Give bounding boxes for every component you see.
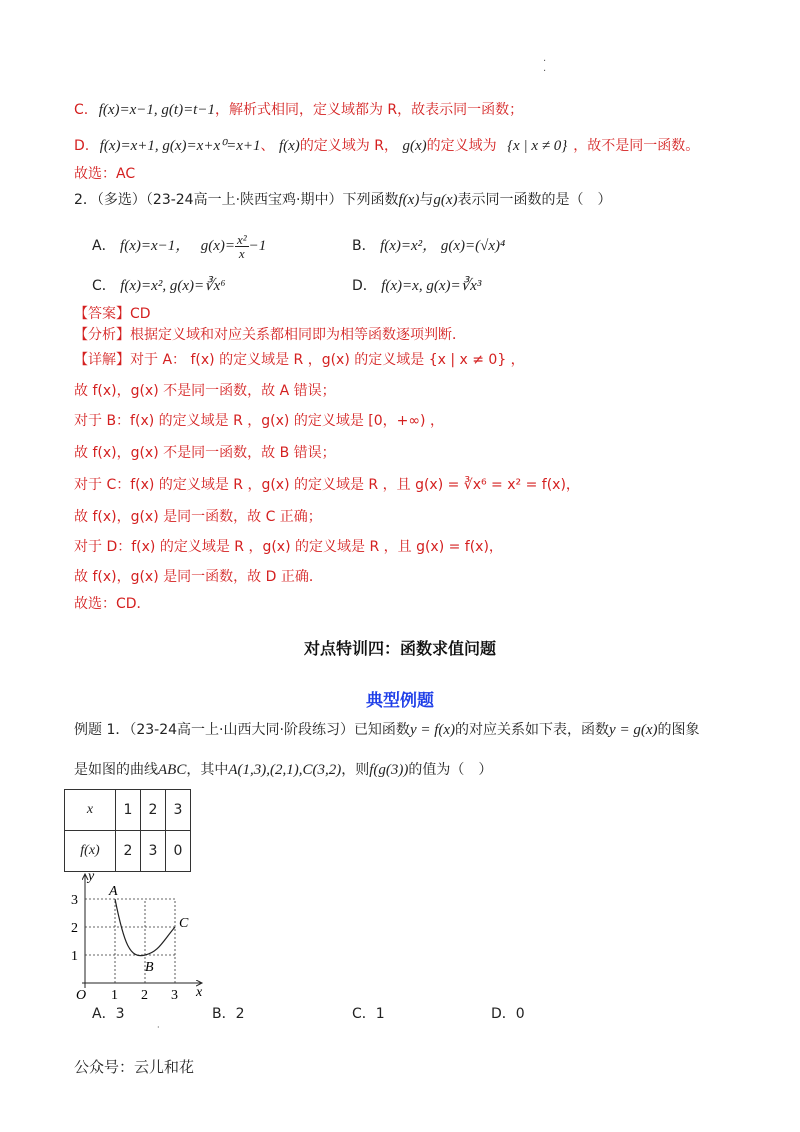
example-option-d[interactable]: D．0 <box>491 1006 525 1022</box>
option-b[interactable] <box>352 236 505 256</box>
detail-line: 故 f(x)，g(x) 是同一函数，故 C 正确； <box>74 509 322 525</box>
footer-text: 公众号：云儿和花 <box>74 1058 195 1076</box>
example-1-line-2 <box>74 760 492 780</box>
point-label-c: C <box>179 916 189 931</box>
question-2-stem <box>74 190 611 210</box>
detail-line: 故选：CD． <box>74 596 151 612</box>
origin-label: O <box>76 988 87 1003</box>
example-option-c[interactable]: C．1 <box>352 1006 385 1022</box>
option-label: D. <box>74 138 90 154</box>
x-tick-label: 3 <box>171 988 178 1003</box>
detail-line: 对于 B：f(x) 的定义域是 R ，g(x) 的定义域是 [0，+∞) ， <box>74 413 444 429</box>
math-expression: f(x)=x, g(x)=∛x³ <box>381 278 482 294</box>
x-tick-label: 2 <box>141 988 148 1003</box>
math-expression: A(1,3),(2,1),C(3,2) <box>228 762 342 778</box>
subsection-title: 典型例题 <box>366 691 434 711</box>
decorative-dot: · <box>157 1023 160 1032</box>
function-table <box>64 789 191 872</box>
text: 的对应关系如下表，函数 <box>455 722 610 738</box>
option-label: D． <box>352 278 377 294</box>
fraction-numerator: x² <box>236 231 247 247</box>
option-label: C. <box>74 102 89 118</box>
math-expression: f(x)=x+1, g(x)=x+x⁰=x+1 <box>99 138 261 154</box>
fraction-denominator: x <box>238 245 245 261</box>
analysis-text: 根据定义域和对应关系都相同即为相等函数逐项判断． <box>130 327 466 343</box>
y-tick-label: 3 <box>71 893 78 908</box>
text: 的定义域为 R， <box>299 138 398 154</box>
table-header-x: x <box>65 790 116 831</box>
section-title: 对点特训四：函数求值问题 <box>303 639 496 658</box>
detail-tag: 【详解】 <box>74 352 130 368</box>
text: 例题 1．（23-24高一上·山西大同·阶段练习）已知函数 <box>74 722 410 738</box>
math-expression: g(x) <box>433 192 458 208</box>
detail-line: 故 f(x)，g(x) 不是同一函数，故 B 错误； <box>74 445 336 461</box>
function-graph <box>62 866 212 1006</box>
text: 的值为（ ） <box>408 762 493 778</box>
text: 是如图的曲线 <box>74 762 158 778</box>
detail-line <box>74 350 525 370</box>
math-expression: f(x) <box>278 138 300 154</box>
detail-line: 故 f(x)，g(x) 不是同一函数，故 A 错误； <box>74 383 336 399</box>
text: 2．（多选）（23-24高一上·陕西宝鸡·期中）下列函数 <box>74 192 399 208</box>
option-c-explanation <box>74 100 523 120</box>
table-cell: 3 <box>141 831 166 872</box>
example-option-a[interactable]: A．3 <box>92 1006 125 1022</box>
option-label: A． <box>92 238 116 254</box>
text: 的图象 <box>657 722 700 738</box>
option-d[interactable] <box>352 276 481 296</box>
fraction <box>235 233 249 260</box>
math-expression: f(x)=x−1， <box>120 238 191 254</box>
answer-tag: 【答案】 <box>74 306 130 322</box>
table-cell: 1 <box>116 790 141 831</box>
point-label-b: B <box>145 960 154 975</box>
math-expression: f(x)=x², g(x)=∛x⁶ <box>120 278 226 294</box>
table-row <box>65 790 191 831</box>
analysis-line <box>74 325 466 345</box>
math-expression: g(x) <box>402 138 427 154</box>
detail-line: 对于 C：f(x) 的定义域是 R ，g(x) 的定义域是 R ，且 g(x) = ∛x⁶ = x² = f(x)， <box>74 477 580 493</box>
detail-line: 故 f(x)，g(x) 是同一函数，故 D 正确． <box>74 569 323 585</box>
answer-line <box>74 304 151 324</box>
math-expression: f(x)=x²， g(x)=(√x)⁴ <box>380 238 506 254</box>
option-a[interactable] <box>92 232 266 260</box>
grid-lines <box>85 899 175 983</box>
math-expression: y = g(x) <box>609 722 658 738</box>
option-label: B． <box>352 238 376 254</box>
decorative-dots: · · <box>543 56 547 77</box>
detail-text: 对于 A： f(x) 的定义域是 R ，g(x) 的定义域是 {x | x ≠ 0} ， <box>130 352 525 368</box>
text: ，故不是同一函数。 <box>573 138 700 154</box>
previous-answer: 故选：AC <box>74 166 136 182</box>
option-c[interactable] <box>92 276 226 296</box>
text: 与 <box>419 192 434 208</box>
x-axis-label: x <box>196 985 203 1000</box>
table-cell: 3 <box>166 790 191 831</box>
table-cell: 0 <box>166 831 191 872</box>
text: 、 <box>260 138 275 154</box>
tick-labels <box>71 893 178 1003</box>
y-axis-label: y <box>88 869 95 884</box>
point-label-a: A <box>109 884 118 899</box>
math-expression: f(x)=x−1, g(t)=t−1 <box>98 102 215 118</box>
math-expression: y = f(x) <box>409 722 456 738</box>
math-expression: g(x)= <box>200 238 235 254</box>
explanation-text: ，解析式相同，定义域都为 R，故表示同一函数； <box>214 102 524 118</box>
math-expression: f(g(3)) <box>369 762 409 778</box>
answer-value: CD <box>130 306 151 322</box>
math-expression: f(x) <box>398 192 420 208</box>
table-cell: 2 <box>141 790 166 831</box>
detail-line: 对于 D：f(x) 的定义域是 R ，g(x) 的定义域是 R ，且 g(x) = f(x)， <box>74 539 503 555</box>
math-expression: {x | x ≠ 0} <box>507 138 568 154</box>
option-label: C． <box>92 278 116 294</box>
math-expression: ABC <box>158 762 187 778</box>
y-tick-label: 1 <box>71 949 78 964</box>
x-tick-label: 1 <box>111 988 118 1003</box>
option-d-explanation <box>74 136 699 156</box>
text: 的定义域为 <box>426 138 497 154</box>
example-option-b[interactable]: B．2 <box>212 1006 245 1022</box>
example-1-line-1 <box>74 720 699 740</box>
table-header-fx: f(x) <box>65 831 116 872</box>
analysis-tag: 【分析】 <box>74 327 130 343</box>
point-labels <box>108 884 189 975</box>
text: ，其中 <box>186 762 229 778</box>
math-expression: −1 <box>248 238 267 254</box>
text: 表示同一函数的是（ ） <box>457 192 612 208</box>
y-tick-label: 2 <box>71 921 78 936</box>
text: ，则 <box>341 762 370 778</box>
table-cell: 2 <box>116 831 141 872</box>
